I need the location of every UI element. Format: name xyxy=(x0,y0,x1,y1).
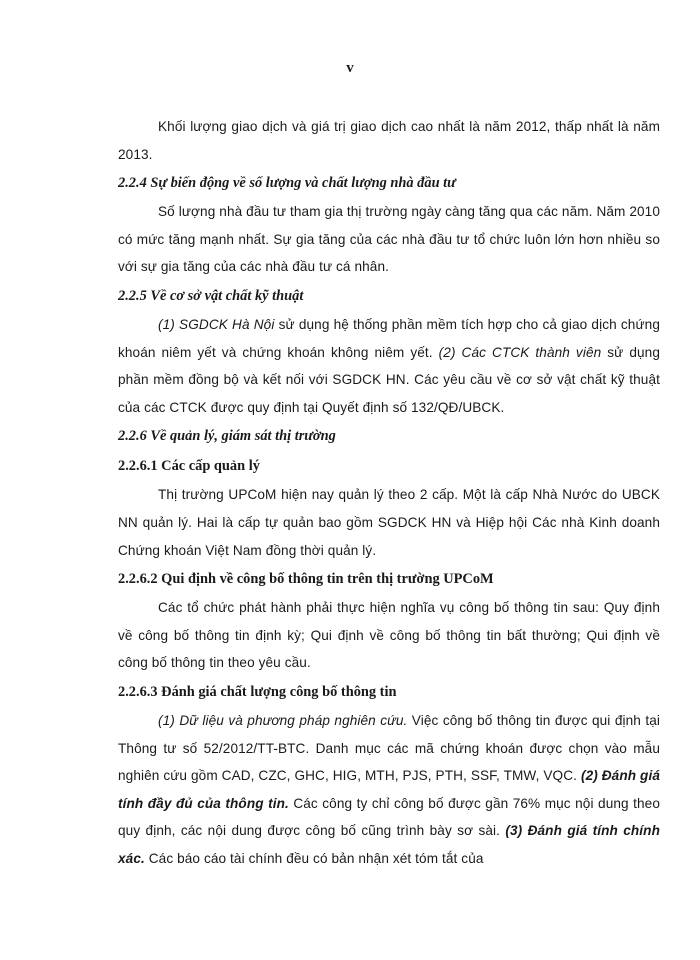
quality-item-2-label: (2) Đánh giá tính đầy đủ của thông tin. xyxy=(118,768,660,811)
document-body xyxy=(118,113,660,872)
paragraph-disclosure-quality xyxy=(118,707,660,873)
infra-item-2-label: (2) Các CTCK thành viên xyxy=(438,344,602,360)
heading-2-2-6: 2.2.6 Về quản lý, giám sát thị trường xyxy=(118,428,336,445)
quality-item-3-label: (3) Đánh giá tính chính xác. xyxy=(118,823,660,866)
quality-item-1-label: (1) Dữ liệu và phương pháp nghiên cứu. xyxy=(158,712,408,728)
infra-item-1-text: sử dụng hệ thống phần mềm tích hợp cho cả giao dịch chứng khoán niêm yết và chứng khoán không niêm yết. xyxy=(118,316,660,360)
quality-item-1-text: Việc công bố thông tin được qui định tại Thông tư số 52/2012/TT-BTC. Danh mục các mã chứng khoán được chọn vào mẫu nghiên cứu gồm CAD, CZC, GHC, HIG, MTH, PJS, PTH, SSF, TMW, VQC. xyxy=(118,712,661,784)
heading-2-2-6-2: 2.2.6.2 Qui định về công bố thông tin trên thị trường UPCoM xyxy=(118,571,494,588)
infra-item-1-label: (1) SGDCK Hà Nội xyxy=(158,316,275,332)
paragraph-infrastructure xyxy=(118,311,660,421)
heading-2-2-4: 2.2.4 Sự biến động về số lượng và chất lượng nhà đầu tư xyxy=(118,175,456,192)
paragraph-investor-count: Số lượng nhà đầu tư tham gia thị trường ngày càng tăng qua các năm. Năm 2010 có mức tăng mạnh nhất. Sự gia tăng của các nhà đầu tư tổ chức luôn lớn hơn nhiều so với sự gia tăng của các nhà đầu tư cá nhân. xyxy=(118,204,660,275)
paragraph-trading-volume: Khối lượng giao dịch và giá trị giao dịch cao nhất là năm 2012, thấp nhất là năm 2013. xyxy=(118,119,660,162)
heading-2-2-6-1: 2.2.6.1 Các cấp quản lý xyxy=(118,458,260,475)
page-number: v xyxy=(346,60,354,76)
paragraph-disclosure-rules: Các tổ chức phát hành phải thực hiện nghĩa vụ công bố thông tin sau: Quy định về công bố thông tin định kỳ; Qui định về công bố thông tin bất thường; Qui định về công bố thông tin theo yêu cầu. xyxy=(118,600,660,671)
infra-item-2-text: sử dụng phần mềm đồng bộ và kết nối với SGDCK HN. Các yêu cầu về cơ sở vật chất kỹ thuật của các CTCK được quy định tại Quyết định số 132/QĐ/UBCK. xyxy=(118,344,661,415)
heading-2-2-6-3: 2.2.6.3 Đánh giá chất lượng công bố thông tin xyxy=(118,683,397,700)
heading-2-2-5: 2.2.5 Về cơ sở vật chất kỹ thuật xyxy=(118,287,304,304)
quality-item-2-text: Các công ty chỉ công bố được gần 76% mục nội dung theo quy định, các nội dung được công bố cũng trình bày sơ sài. xyxy=(118,795,660,839)
quality-item-3-text: Các báo cáo tài chính đều có bản nhận xét tóm tắt của xyxy=(144,850,484,866)
paragraph-management-levels: Thị trường UPCoM hiện nay quản lý theo 2 cấp. Một là cấp Nhà Nước do UBCK NN quản lý. Hai là cấp tự quản bao gồm SGDCK HN và Hiệp hội Các nhà Kinh doanh Chứng khoán Việt Nam đồng thời quản lý. xyxy=(118,487,660,558)
